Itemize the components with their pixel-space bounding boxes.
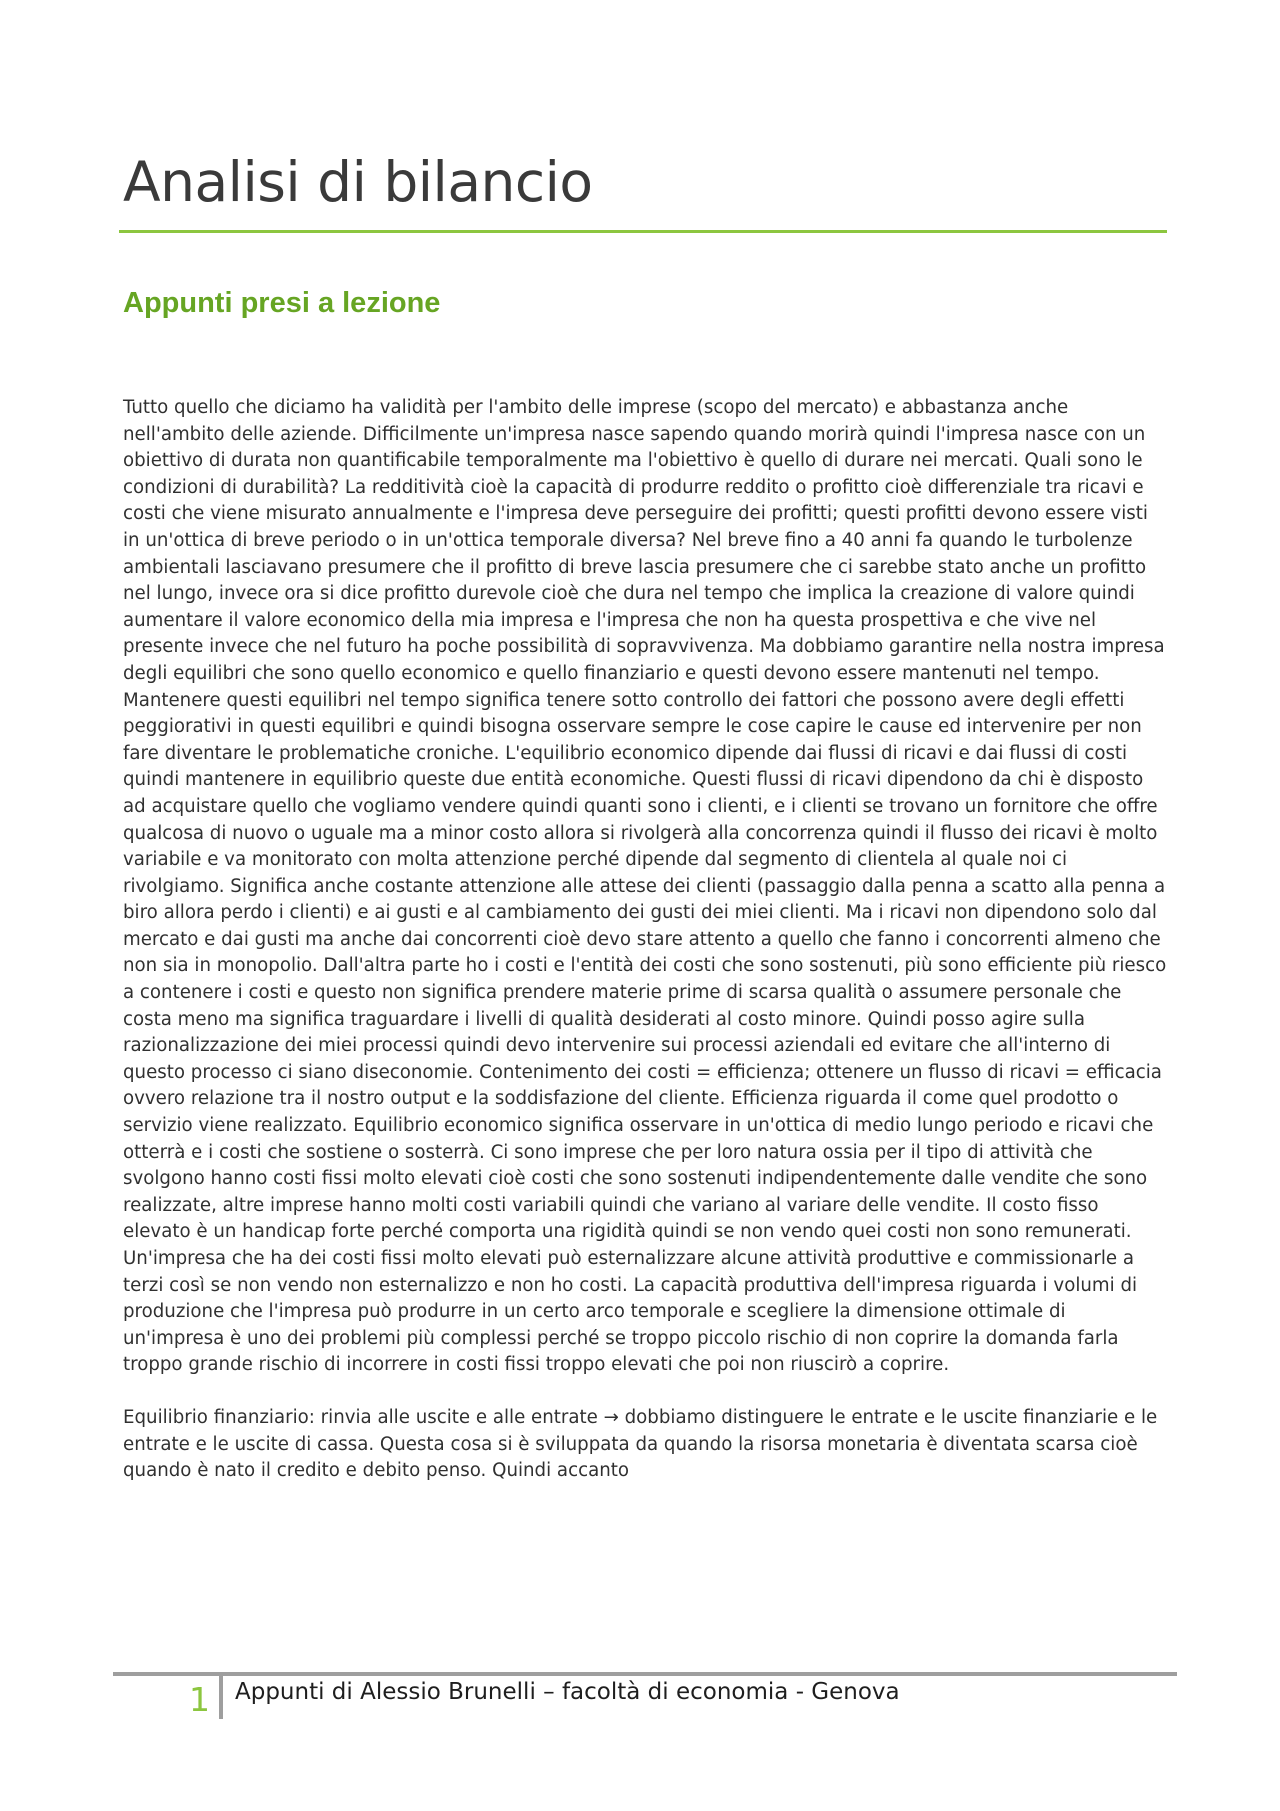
page-title: Analisi di bilancio <box>123 150 593 214</box>
section-subtitle: Appunti presi a lezione <box>123 287 441 319</box>
paragraph: Tutto quello che diciamo ha validità per l'ambito delle imprese (scopo del mercato) e abbastanza anche nell'ambito delle aziende. Difficilmente un'impresa nasce sapendo quando morirà quindi l'impresa nasce con un obiettivo di durata non quantificabile temporalmente ma l'obiettivo è quello di durare nei mercati. Quali sono le condizioni di durabilità? La redditività cioè la capacità di produrre reddito o profitto cioè differenziale tra ricavi e costi che viene misurato annualmente e l'impresa deve perseguire dei profitti; questi profitti devono essere visti in un'ottica di breve periodo o in un'ottica temporale diversa? Nel breve fino a 40 anni fa quando le turbolenze ambientali lasciavano presumere che il profitto di breve lascia presumere che ci sarebbe stato anche un profitto nel lungo, invece ora si dice profitto durevole cioè che dura nel tempo che implica la creazione di valore quindi aumentare il valore economico della mia impresa e l'impresa che non ha questa prospettiva e che vive nel presente invece che nel futuro ha poche possibilità di sopravvivenza. Ma dobbiamo garantire nella nostra impresa degli equilibri che sono quello economico e quello finanziario e questi devono essere mantenuti nel tempo. Mantenere questi equilibri nel tempo significa tenere sotto controllo dei fattori che possono avere degli effetti peggiorativi in questi equilibri e quindi bisogna osservare sempre le cose capire le cause ed intervenire per non fare diventare le problematiche croniche. L'equilibrio economico dipende dai flussi di ricavi e dai flussi di costi quindi mantenere in equilibrio queste due entità economiche. Questi flussi di ricavi dipendono da chi è disposto ad acquistare quello che vogliamo vendere quindi quanti sono i clienti, e i clienti se trovano un fornitore che offre qualcosa di nuovo o uguale ma a minor costo allora si rivolgerà alla concorrenza quindi il flusso dei ricavi è molto variabile e va monitorato con molta attenzione perché dipende dal segmento di clientela al quale noi ci rivolgiamo. Significa anche costante attenzione alle attese dei clienti (passaggio dalla penna a scatto alla penna a biro allora perdo i clienti) e ai gusti e al cambiamento dei gusti dei miei clienti. Ma i ricavi non dipendono solo dal mercato e dai gusti ma anche dai concorrenti cioè devo stare attento a quello che fanno i concorrenti almeno che non sia in monopolio. Dall'altra parte ho i costi e l'entità dei costi che sono sostenuti, più sono efficiente più riesco a contenere i costi e questo non significa prendere materie prime di scarsa qualità o assumere personale che costa meno ma significa traguardare i livelli di qualità desiderati al costo minore. Quindi posso agire sulla razionalizzazione dei miei processi quindi devo intervenire sui processi aziendali ed evitare che all'interno di questo processo ci siano diseconomie. Contenimento dei costi = efficienza; ottenere un flusso di ricavi = efficacia ovvero relazione tra il nostro output e la soddisfazione del cliente. Efficienza riguarda il come quel prodotto o servizio viene realizzato. Equilibrio economico significa osservare in un'ottica di medio lungo periodo e ricavi che otterrà e i costi che sostiene o sosterrà. Ci sono imprese che per loro natura ossia per il tipo di attività che svolgono hanno costi fissi molto elevati cioè costi che sono sostenuti indipendentemente dalle vendite che sono realizzate, altre imprese hanno molti costi variabili quindi che variano al variare delle vendite. Il costo fisso elevato è un handicap forte perché comporta una rigidità quindi se non vendo quei costi non sono remunerati. Un'impresa che ha dei costi fissi molto elevati può esternalizzare alcune attività produttive e commissionarle a terzi così se non vendo non esternalizzo e non ho costi. La capacità produttiva dell'impresa riguarda i volumi di produzione che l'impresa può produrre in un certo arco temporale e scegliere la dimensione ottimale di un'impresa è uno dei problemi più complessi perché se troppo piccolo rischio di non coprire la domanda farla troppo grande rischio di incorrere in costi fissi troppo elevati che poi non riuscirò a coprire. <box>123 397 1167 1376</box>
footer-divider <box>113 1672 1177 1676</box>
body-text <box>123 395 1168 1511</box>
paragraph: Equilibrio finanziario: rinvia alle uscite e alle entrate → dobbiamo distinguere le entrate e le uscite finanziarie e le entrate e le uscite di cassa. Questa cosa si è sviluppata da quando la risorsa monetaria è diventata scarsa cioè quando è nato il credito e debito penso. Quindi accanto <box>123 1406 1158 1482</box>
title-underline <box>119 230 1167 233</box>
footer-vertical-divider <box>219 1676 223 1719</box>
page-number: 1 <box>189 1680 210 1719</box>
footer-text: Appunti di Alessio Brunelli – facoltà di economia - Genova <box>235 1679 900 1705</box>
